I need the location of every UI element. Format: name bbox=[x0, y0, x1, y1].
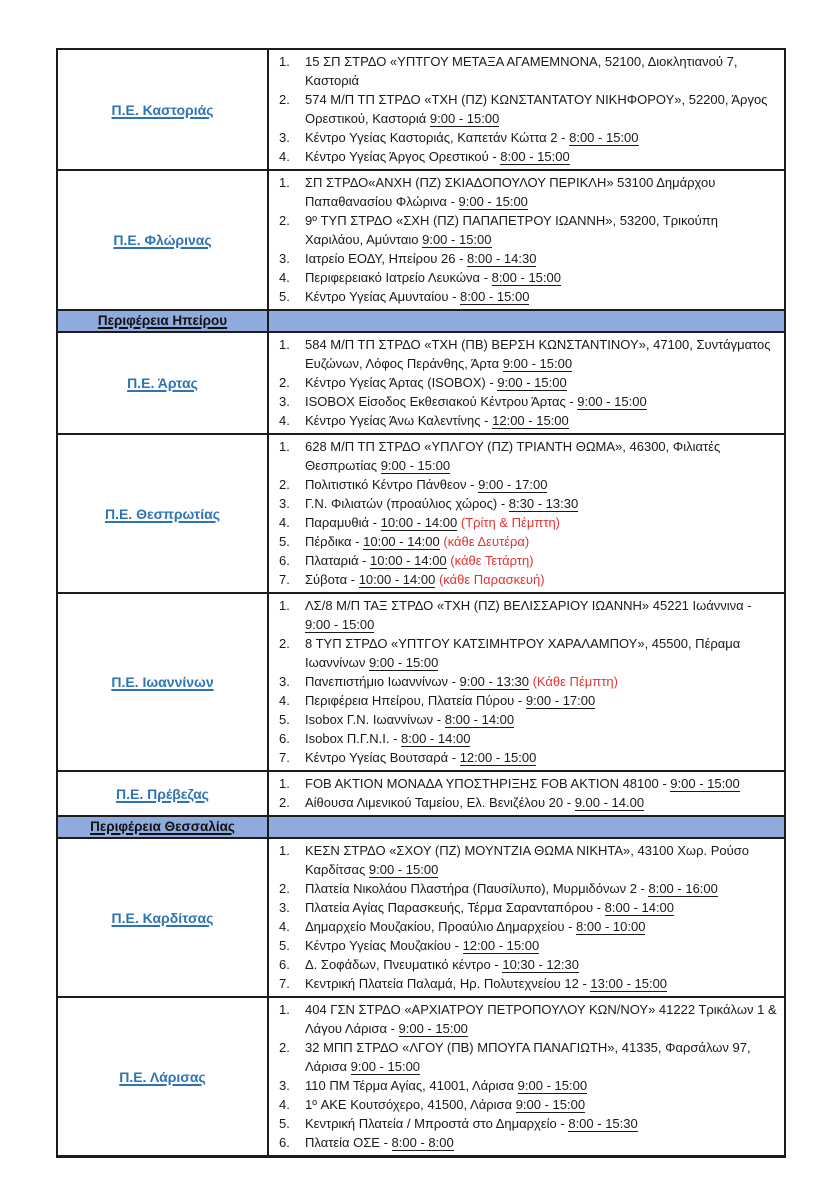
hours-text: 9:00 - 15:00 bbox=[368, 862, 439, 877]
list-item bbox=[269, 1000, 778, 1038]
table-row bbox=[58, 592, 784, 770]
location-text: Isobox Π.Γ.Ν.Ι. - bbox=[305, 731, 402, 746]
table-row bbox=[58, 996, 784, 1155]
list-item-number: 1. bbox=[279, 598, 290, 613]
list-item-number: 2. bbox=[279, 375, 290, 390]
locations-cell bbox=[269, 435, 784, 592]
list-item-number: 4. bbox=[279, 1097, 290, 1112]
schedule-note: (Κάθε Πέμπτη) bbox=[532, 674, 618, 689]
region-cell bbox=[58, 594, 269, 770]
location-text: 404 ΓΣΝ ΣΤΡΔΟ «ΑΡΧΙΑΤΡΟΥ ΠΕΤΡΟΠΟΥΛΟΥ ΚΩΝ/ΝΟΥ» 41222 Τρικάλων 1 & Λάγου Λάρισα - bbox=[305, 1002, 777, 1036]
hours-text: 9:00 - 15:00 bbox=[429, 111, 500, 126]
region-link[interactable]: Π.Ε. Άρτας bbox=[127, 375, 198, 391]
list-item bbox=[269, 173, 778, 211]
list-item bbox=[269, 634, 778, 672]
hours-text: 9:00 - 15:00 bbox=[350, 1059, 421, 1074]
hours-text: 12:00 - 15:00 bbox=[492, 413, 569, 428]
hours-text: 8:00 - 15:30 bbox=[568, 1116, 638, 1131]
location-text: Δ. Σοφάδων, Πνευματικό κέντρο - bbox=[305, 957, 503, 972]
table-row bbox=[58, 331, 784, 433]
list-item bbox=[269, 287, 778, 306]
hours-text: 9:00 - 15:00 bbox=[422, 232, 492, 247]
locations-cell bbox=[269, 333, 784, 433]
list-item-number: 1. bbox=[279, 54, 290, 69]
hours-text: 9:00 - 15:00 bbox=[380, 458, 451, 473]
location-text: Κέντρο Υγείας Αμυνταίου - bbox=[305, 289, 461, 304]
list-item bbox=[269, 90, 778, 128]
list-item-number: 4. bbox=[279, 413, 290, 428]
table-row bbox=[58, 770, 784, 815]
hours-text: 8:00 - 16:00 bbox=[648, 881, 718, 896]
list-item-number: 7. bbox=[279, 750, 290, 765]
region-header-label: Περιφέρεια Θεσσαλίας bbox=[90, 819, 235, 834]
list-item-number: 2. bbox=[279, 477, 290, 492]
hours-text: 10:30 - 12:30 bbox=[502, 957, 579, 972]
location-text: 110 ΠΜ Τέρμα Αγίας, 41001, Λάρισα bbox=[305, 1078, 518, 1093]
list-item-number: 3. bbox=[279, 496, 290, 511]
list-item-number: 5. bbox=[279, 1116, 290, 1131]
schedule-note: (Τρίτη & Πέμπτη) bbox=[460, 515, 561, 530]
table-row bbox=[58, 50, 784, 169]
list-item-number: 3. bbox=[279, 674, 290, 689]
list-item-number: 7. bbox=[279, 572, 290, 587]
hours-text: 8:00 - 10:00 bbox=[576, 919, 646, 934]
list-item-number: 7. bbox=[279, 976, 290, 991]
hours-text: 9:00 - 15:00 bbox=[515, 1097, 586, 1112]
hours-text: 9:00 - 17:00 bbox=[478, 477, 548, 492]
list-item bbox=[269, 955, 778, 974]
region-link[interactable]: Π.Ε. Ιωαννίνων bbox=[111, 674, 214, 690]
hours-text: 9:00 - 15:00 bbox=[305, 617, 375, 632]
hours-text: 10:00 - 14:00 bbox=[370, 553, 447, 568]
schedule-note: (κάθε Δευτέρα) bbox=[443, 534, 530, 549]
list-item-number: 5. bbox=[279, 289, 290, 304]
location-text: 9º ΤΥΠ ΣΤΡΔΟ «ΣΧΗ (ΠΖ) ΠΑΠΑΠΕΤΡΟΥ ΙΩΑΝΝΗ», 53200, Τρικούπη Χαριλάου, Αμύνταιο bbox=[305, 213, 718, 247]
list-item bbox=[269, 774, 778, 793]
list-item-number: 1. bbox=[279, 1002, 290, 1017]
hours-text: 8:00 - 15:00 bbox=[569, 130, 639, 145]
list-item bbox=[269, 513, 778, 532]
list-item-number: 1. bbox=[279, 439, 290, 454]
hours-text: 9:00 - 15:00 bbox=[458, 194, 528, 209]
location-text: 574 Μ/Π ΤΠ ΣΤΡΔΟ «ΤΧΗ (ΠΖ) ΚΩΝΣΤΑΝΤΑΤΟΥ ΝΙΚΗΦΟΡΟΥ», 52200, Άργος Ορεστικού, Καστοριά bbox=[305, 92, 768, 126]
list-item-number: 3. bbox=[279, 251, 290, 266]
hours-text: 10:00 - 14:00 bbox=[363, 534, 440, 549]
location-text: 15 ΣΠ ΣΤΡΔΟ «ΥΠΤΓΟΥ ΜΕΤΑΞΑ ΑΓΑΜΕΜΝΟΝΑ, 52100, Διοκλητιανού 7, Καστοριά bbox=[305, 54, 738, 88]
list-item bbox=[269, 147, 778, 166]
hours-text: 9:00 - 15:00 bbox=[497, 375, 567, 390]
list-item-number: 4. bbox=[279, 693, 290, 708]
list-item-number: 1. bbox=[279, 337, 290, 352]
region-link[interactable]: Π.Ε. Καρδίτσας bbox=[111, 909, 214, 926]
list-item bbox=[269, 128, 778, 147]
hours-text: 10:00 - 14:00 bbox=[380, 515, 458, 530]
list-item bbox=[269, 249, 778, 268]
list-item bbox=[269, 729, 778, 748]
location-text: 8 ΤΥΠ ΣΤΡΔΟ «ΥΠΤΓΟΥ ΚΑΤΣΙΜΗΤΡΟΥ ΧΑΡΑΛΑΜΠΟΥ», 45500, Πέραμα Ιωαννίνων bbox=[305, 636, 741, 670]
list-item bbox=[269, 672, 778, 691]
hours-text: 8:30 - 13:30 bbox=[508, 496, 579, 511]
locations-cell bbox=[269, 772, 784, 815]
hours-text: 8:00 - 8:00 bbox=[391, 1135, 454, 1150]
list-item bbox=[269, 52, 778, 90]
list-item bbox=[269, 437, 778, 475]
list-item-number: 5. bbox=[279, 534, 290, 549]
list-item-number: 4. bbox=[279, 270, 290, 285]
location-text: Κέντρο Υγείας Μουζακίου - bbox=[305, 938, 463, 953]
location-text: ΚΕΣΝ ΣΤΡΔΟ «ΣΧΟΥ (ΠΖ) ΜΟΥΝΤΖΙΑ ΘΩΜΑ ΝΙΚΗΤΑ», 43100 Χωρ. Ρούσο Καρδίτσας bbox=[305, 843, 749, 877]
list-item bbox=[269, 748, 778, 767]
hours-text: 8:00 - 14:00 bbox=[444, 712, 515, 727]
list-item-number: 2. bbox=[279, 881, 290, 896]
region-cell bbox=[58, 435, 269, 592]
list-item bbox=[269, 898, 778, 917]
list-item-number: 4. bbox=[279, 919, 290, 934]
list-item bbox=[269, 1076, 778, 1095]
list-item bbox=[269, 570, 778, 589]
table-row bbox=[58, 837, 784, 996]
location-text: 628 Μ/Π ΤΠ ΣΤΡΔΟ «ΥΠΛΓΟΥ (ΠΖ) ΤΡΙΑΝΤΗ ΘΩΜΑ», 46300, Φιλιατές Θεσπρωτίας bbox=[305, 439, 721, 473]
list-item-number: 4. bbox=[279, 515, 290, 530]
location-text: Isobox Γ.Ν. Ιωαννίνων - bbox=[305, 712, 445, 727]
location-text: ΣΠ ΣΤΡΔΟ«ΑΝΧΗ (ΠΖ) ΣΚΙΑΔΟΠΟΥΛΟΥ ΠΕΡΙΚΛΗ» 53100 Δημάρχου Παπαθανασίου Φλώρινα - bbox=[305, 175, 716, 209]
region-header-cell bbox=[58, 311, 269, 331]
region-cell bbox=[58, 839, 269, 996]
location-text: Κέντρο Υγείας Άρτας (ISOBOX) - bbox=[305, 375, 498, 390]
region-link[interactable]: Π.Ε. Πρέβεζας bbox=[116, 785, 209, 802]
list-item bbox=[269, 793, 778, 812]
region-header-row bbox=[58, 815, 784, 837]
hours-text: 8:00 - 15:00 bbox=[500, 149, 570, 164]
location-text: Δημαρχείο Μουζακίου, Προαύλιο Δημαρχείου - bbox=[305, 919, 577, 934]
location-text: Πλατεία ΟΣΕ - bbox=[305, 1135, 392, 1150]
list-item bbox=[269, 691, 778, 710]
hours-text: 9:00 - 15:00 bbox=[502, 356, 573, 371]
locations-cell bbox=[269, 50, 784, 169]
hours-text: 10:00 - 14:00 bbox=[358, 572, 436, 587]
hours-text: 9:00 - 15:00 bbox=[368, 655, 439, 670]
list-item bbox=[269, 335, 778, 373]
list-item-number: 3. bbox=[279, 900, 290, 915]
list-item bbox=[269, 879, 778, 898]
list-item bbox=[269, 494, 778, 513]
region-cell bbox=[58, 50, 269, 169]
location-text: Πλαταριά - bbox=[305, 553, 371, 568]
location-text: Αίθουσα Λιμενικού Ταμείου, Ελ. Βενιζέλου 20 - bbox=[305, 795, 575, 810]
region-cell bbox=[58, 772, 269, 815]
list-item-number: 4. bbox=[279, 149, 290, 164]
region-link[interactable]: Π.Ε. Καστοριάς bbox=[111, 101, 214, 118]
list-item-number: 6. bbox=[279, 1135, 290, 1150]
list-item bbox=[269, 710, 778, 729]
schedule-note: (κάθε Παρασκευή) bbox=[438, 572, 545, 587]
list-item bbox=[269, 1114, 778, 1133]
list-item-number: 2. bbox=[279, 1040, 290, 1055]
location-text: ΛΣ/8 Μ/Π ΤΑΞ ΣΤΡΔΟ «ΤΧΗ (ΠΖ) ΒΕΛΙΣΣΑΡΙΟΥ ΙΩΑΝΝΗ» 45221 Ιωάννινα - bbox=[305, 598, 752, 613]
hours-text: 9:00 - 15:00 bbox=[517, 1078, 588, 1093]
location-text: 32 ΜΠΠ ΣΤΡΔΟ «ΛΓΟΥ (ΠΒ) ΜΠΟΥΓΑ ΠΑΝΑΓΙΩΤΗ», 41335, Φαρσάλων 97, Λάρισα bbox=[305, 1040, 751, 1074]
list-item-number: 2. bbox=[279, 795, 290, 810]
location-text: Πλατεία Αγίας Παρασκευής, Τέρμα Σαρανταπόρου - bbox=[305, 900, 605, 915]
location-text: 584 Μ/Π ΤΠ ΣΤΡΔΟ «ΤΧΗ (ΠΒ) ΒΕΡΣΗ ΚΩΝΣΤΑΝΤΙΝΟΥ», 47100, Συντάγματος Ευζώνων, Λόφος Περάνθης, Άρτα bbox=[305, 337, 771, 371]
location-text: Κέντρο Υγείας Καστοριάς, Καπετάν Κώττα 2 - bbox=[305, 130, 570, 145]
list-item bbox=[269, 1038, 778, 1076]
region-cell bbox=[58, 998, 269, 1155]
list-item-number: 5. bbox=[279, 712, 290, 727]
location-text: Κέντρο Υγείας Άργος Ορεστικού - bbox=[305, 149, 501, 164]
region-header-row bbox=[58, 309, 784, 331]
location-text: Πέρδικα - bbox=[305, 534, 364, 549]
list-item-number: 3. bbox=[279, 130, 290, 145]
region-cell bbox=[58, 171, 269, 309]
list-item bbox=[269, 411, 778, 430]
location-text: Σύβοτα - bbox=[305, 572, 359, 587]
list-item bbox=[269, 917, 778, 936]
hours-text: 9.00 - 14.00 bbox=[574, 795, 645, 810]
table-row bbox=[58, 433, 784, 592]
hours-text: 9:00 - 13:30 bbox=[459, 674, 529, 689]
location-text: Πλατεία Νικολάου Πλαστήρα (Παυσίλυπο), Μυρμιδόνων 2 - bbox=[305, 881, 649, 896]
list-item bbox=[269, 532, 778, 551]
region-header-label: Περιφέρεια Ηπείρου bbox=[97, 313, 228, 328]
list-item-number: 6. bbox=[279, 731, 290, 746]
locations-cell bbox=[269, 998, 784, 1155]
region-header-cell bbox=[58, 817, 269, 837]
list-item bbox=[269, 373, 778, 392]
hours-text: 9:00 - 17:00 bbox=[525, 693, 596, 708]
hours-text: 13:00 - 15:00 bbox=[590, 976, 668, 991]
hours-text: 12:00 - 15:00 bbox=[459, 750, 537, 765]
list-item-number: 2. bbox=[279, 636, 290, 651]
hours-text: 9:00 - 15:00 bbox=[670, 776, 740, 791]
location-text: Κέντρο Υγείας Βουτσαρά - bbox=[305, 750, 460, 765]
list-item bbox=[269, 936, 778, 955]
list-item-number: 1. bbox=[279, 776, 290, 791]
region-link[interactable]: Π.Ε. Φλώρινας bbox=[113, 232, 212, 248]
region-link[interactable]: Π.Ε. Θεσπρωτίας bbox=[104, 505, 221, 522]
list-item-number: 6. bbox=[279, 957, 290, 972]
hours-text: 12:00 - 15:00 bbox=[462, 938, 540, 953]
location-text: Γ.Ν. Φιλιατών (προαύλιος χώρος) - bbox=[305, 496, 509, 511]
list-item bbox=[269, 392, 778, 411]
location-text: Κέντρο Υγείας Άνω Καλεντίνης - bbox=[305, 413, 493, 428]
location-text: 1º ΑΚΕ Κουτσόχερο, 41500, Λάρισα bbox=[305, 1097, 516, 1112]
hours-text: 9:00 - 15:00 bbox=[577, 394, 647, 409]
region-header-empty-cell bbox=[269, 311, 784, 331]
list-item-number: 2. bbox=[279, 213, 290, 228]
location-text: Παραμυθιά - bbox=[305, 515, 381, 530]
location-text: Πολιτιστικό Κέντρο Πάνθεον - bbox=[305, 477, 479, 492]
locations-cell bbox=[269, 594, 784, 770]
list-item bbox=[269, 268, 778, 287]
list-item bbox=[269, 1095, 778, 1114]
schedule-note: (κάθε Τετάρτη) bbox=[450, 553, 534, 568]
list-item bbox=[269, 841, 778, 879]
list-item-number: 6. bbox=[279, 553, 290, 568]
location-text: Περιφέρεια Ηπείρου, Πλατεία Πύρου - bbox=[305, 693, 526, 708]
location-text: Πανεπιστήμιο Ιωαννίνων - bbox=[305, 674, 460, 689]
location-text: Ιατρείο ΕΟΔΥ, Ηπείρου 26 - bbox=[305, 251, 468, 266]
hours-text: 9:00 - 15:00 bbox=[398, 1021, 468, 1036]
list-item-number: 5. bbox=[279, 938, 290, 953]
region-cell bbox=[58, 333, 269, 433]
location-text: FOB AKTION ΜΟΝΑΔΑ ΥΠΟΣΤΗΡΙΞΗΣ FOB AKTION 48100 - bbox=[305, 776, 671, 791]
hours-text: 8:00 - 15:00 bbox=[460, 289, 530, 304]
hours-text: 8:00 - 14:30 bbox=[467, 251, 537, 266]
list-item-number: 2. bbox=[279, 92, 290, 107]
region-header-empty-cell bbox=[269, 817, 784, 837]
regions-table bbox=[56, 48, 786, 1158]
region-link[interactable]: Π.Ε. Λάρισας bbox=[119, 1068, 206, 1085]
list-item-number: 1. bbox=[279, 175, 290, 190]
location-text: Κεντρική Πλατεία Παλαμά, Ηρ. Πολυτεχνείου 12 - bbox=[305, 976, 591, 991]
location-text: Περιφερειακό Ιατρείο Λευκώνα - bbox=[305, 270, 492, 285]
list-item-number: 3. bbox=[279, 1078, 290, 1093]
hours-text: 8:00 - 14:00 bbox=[604, 900, 675, 915]
hours-text: 8:00 - 14:00 bbox=[401, 731, 471, 746]
list-item-number: 1. bbox=[279, 843, 290, 858]
locations-cell bbox=[269, 171, 784, 309]
table-row bbox=[58, 169, 784, 309]
list-item bbox=[269, 551, 778, 570]
location-text: Κεντρική Πλατεία / Μπροστά στο Δημαρχείο - bbox=[305, 1116, 569, 1131]
list-item bbox=[269, 596, 778, 634]
list-item-number: 3. bbox=[279, 394, 290, 409]
hours-text: 8:00 - 15:00 bbox=[491, 270, 561, 285]
list-item bbox=[269, 1133, 778, 1152]
locations-cell bbox=[269, 839, 784, 996]
location-text: ISOBOX Είσοδος Εκθεσιακού Κέντρου Άρτας - bbox=[305, 394, 578, 409]
list-item bbox=[269, 475, 778, 494]
list-item bbox=[269, 974, 778, 993]
list-item bbox=[269, 211, 778, 249]
